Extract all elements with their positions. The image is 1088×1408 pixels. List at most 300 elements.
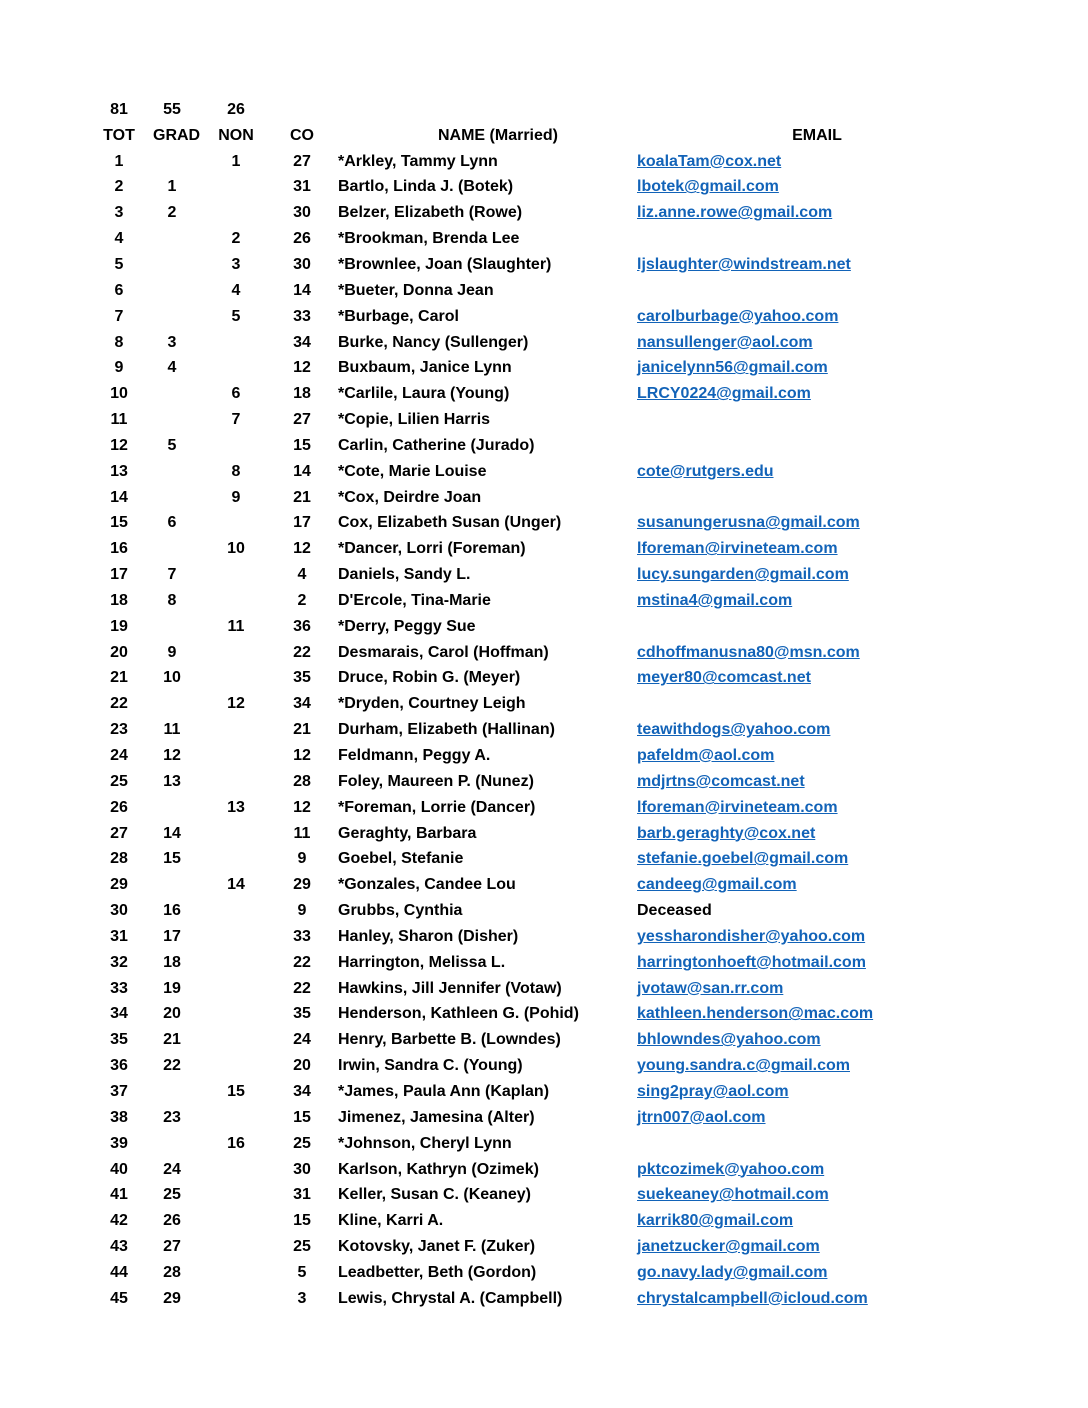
member-name: *Brownlee, Joan (Slaughter) <box>338 255 552 273</box>
row-number: 14 <box>110 488 128 506</box>
member-name: *Bueter, Donna Jean <box>338 281 494 299</box>
col-header-name: NAME (Married) <box>437 126 558 144</box>
grad-number: 21 <box>163 1031 181 1049</box>
email-link[interactable]: stefanie.goebel@gmail.com <box>637 850 849 868</box>
member-name: Foley, Maureen P. (Nunez) <box>338 772 534 790</box>
email-link[interactable]: liz.anne.rowe@gmail.com <box>637 204 833 222</box>
row-number: 42 <box>110 1212 128 1230</box>
company-number: 34 <box>293 1082 311 1100</box>
table-row <box>100 1105 1088 1131</box>
email-cell <box>637 825 997 843</box>
email-link[interactable]: suekeaney@hotmail.com <box>637 1186 829 1204</box>
email-link[interactable]: janicelynn56@gmail.com <box>637 359 828 377</box>
table-row <box>100 433 1088 459</box>
member-name: *James, Paula Ann (Kaplan) <box>338 1082 550 1100</box>
email-link[interactable]: candeeg@gmail.com <box>637 876 797 894</box>
email-cell <box>637 1212 997 1230</box>
non-grad-number: 5 <box>231 307 241 325</box>
roster-rows <box>100 149 1088 1312</box>
company-number: 17 <box>293 514 311 532</box>
non-grad-number: 13 <box>227 798 245 816</box>
table-row <box>100 200 1088 226</box>
email-link[interactable]: pafeldm@aol.com <box>637 747 775 765</box>
member-name: Durham, Elizabeth (Hallinan) <box>338 721 555 739</box>
email-cell <box>637 592 997 610</box>
email-link[interactable]: janetzucker@gmail.com <box>637 1238 820 1256</box>
grad-number: 19 <box>163 979 181 997</box>
row-number: 17 <box>110 566 128 584</box>
grad-number: 27 <box>163 1238 181 1256</box>
member-name: Cox, Elizabeth Susan (Unger) <box>338 514 562 532</box>
row-number: 35 <box>110 1031 128 1049</box>
email-cell <box>637 799 997 817</box>
member-name: Grubbs, Cynthia <box>338 902 463 920</box>
email-link[interactable]: chrystalcampbell@icloud.com <box>637 1289 868 1307</box>
company-number: 21 <box>293 488 311 506</box>
grad-number: 14 <box>163 824 181 842</box>
company-number: 12 <box>293 359 311 377</box>
table-row <box>100 976 1088 1002</box>
member-name: Daniels, Sandy L. <box>338 566 471 584</box>
table-row <box>100 640 1088 666</box>
grad-number: 6 <box>167 514 177 532</box>
company-number: 27 <box>293 152 311 170</box>
member-name: Jimenez, Jamesina (Alter) <box>338 1108 535 1126</box>
member-name: Buxbaum, Janice Lynn <box>338 359 512 377</box>
grad-number: 11 <box>163 721 181 739</box>
email-cell <box>637 1186 997 1204</box>
member-name: Kline, Karri A. <box>338 1212 444 1230</box>
non-grad-number: 3 <box>231 255 241 273</box>
company-number: 5 <box>297 1263 307 1281</box>
row-number: 1 <box>114 152 124 170</box>
email-cell <box>637 256 997 274</box>
row-number: 13 <box>110 462 128 480</box>
member-name: *Cote, Marie Louise <box>338 462 487 480</box>
member-name: Hanley, Sharon (Disher) <box>338 927 519 945</box>
row-number: 15 <box>110 514 128 532</box>
row-number: 6 <box>114 281 124 299</box>
table-row <box>100 614 1088 640</box>
table-row <box>100 381 1088 407</box>
table-row <box>100 924 1088 950</box>
summary-counts-row <box>100 97 1088 123</box>
email-link[interactable]: carolburbage@yahoo.com <box>637 307 839 325</box>
non-grad-number: 9 <box>231 488 241 506</box>
row-number: 4 <box>114 230 124 248</box>
grad-number: 2 <box>167 204 177 222</box>
member-name: Kotovsky, Janet F. (Zuker) <box>338 1238 536 1256</box>
member-name: Bartlo, Linda J. (Botek) <box>338 178 514 196</box>
row-number: 22 <box>110 695 128 713</box>
member-name: *Carlile, Laura (Young) <box>338 385 510 403</box>
email-cell <box>637 850 997 868</box>
email-cell <box>637 669 997 687</box>
company-number: 2 <box>297 591 307 609</box>
email-cell <box>637 153 997 171</box>
email-cell <box>637 1161 997 1179</box>
member-name: *Burbage, Carol <box>338 307 459 325</box>
member-name: *Brookman, Brenda Lee <box>338 230 520 248</box>
company-number: 9 <box>297 902 307 920</box>
row-number: 33 <box>110 979 128 997</box>
email-cell <box>637 540 997 558</box>
non-grad-number: 2 <box>231 230 241 248</box>
company-number: 14 <box>293 281 311 299</box>
company-number: 30 <box>293 1160 311 1178</box>
company-number: 15 <box>293 1212 311 1230</box>
email-cell <box>637 1264 997 1282</box>
table-row <box>100 1131 1088 1157</box>
email-cell <box>637 644 997 662</box>
email-link[interactable]: jvotaw@san.rr.com <box>637 979 784 997</box>
row-number: 21 <box>110 669 128 687</box>
row-number: 11 <box>110 411 128 429</box>
email-cell <box>637 308 997 326</box>
email-link[interactable]: young.sandra.c@gmail.com <box>637 1057 850 1075</box>
company-number: 20 <box>293 1057 311 1075</box>
email-link[interactable]: cote@rutgers.edu <box>637 462 774 480</box>
grad-number: 3 <box>167 333 177 351</box>
email-link[interactable]: lforeman@irvineteam.com <box>637 798 838 816</box>
email-link[interactable]: sing2pray@aol.com <box>637 1082 789 1100</box>
col-header-non: NON <box>218 126 254 144</box>
grad-number: 10 <box>163 669 181 687</box>
company-number: 30 <box>293 204 311 222</box>
grad-count: 55 <box>163 100 181 118</box>
row-number: 10 <box>110 385 128 403</box>
email-cell <box>637 178 997 196</box>
row-number: 12 <box>110 436 128 454</box>
non-grad-number: 6 <box>231 385 241 403</box>
non-grad-number: 12 <box>227 695 245 713</box>
member-name: *Arkley, Tammy Lynn <box>338 152 498 170</box>
member-name: Lewis, Chrystal A. (Campbell) <box>338 1289 563 1307</box>
table-row <box>100 226 1088 252</box>
non-grad-number: 7 <box>231 411 241 429</box>
email-cell <box>637 1083 997 1101</box>
col-header-tot: TOT <box>103 126 135 144</box>
company-number: 4 <box>297 566 307 584</box>
table-row <box>100 1079 1088 1105</box>
grad-number: 15 <box>163 850 181 868</box>
email-cell <box>637 566 997 584</box>
row-number: 39 <box>110 1134 128 1152</box>
company-number: 21 <box>293 721 311 739</box>
row-number: 38 <box>110 1108 128 1126</box>
company-number: 22 <box>293 953 311 971</box>
row-number: 18 <box>110 591 128 609</box>
table-row <box>100 769 1088 795</box>
email-status: Deceased <box>637 902 712 920</box>
table-row <box>100 459 1088 485</box>
email-cell <box>637 747 997 765</box>
table-row <box>100 536 1088 562</box>
table-row <box>100 1286 1088 1312</box>
table-row <box>100 743 1088 769</box>
table-row <box>100 666 1088 692</box>
row-number: 20 <box>110 643 128 661</box>
email-link[interactable]: meyer80@comcast.net <box>637 669 811 687</box>
member-name: Irwin, Sandra C. (Young) <box>338 1057 523 1075</box>
grad-number: 8 <box>167 591 177 609</box>
company-number: 31 <box>293 178 311 196</box>
grad-number: 18 <box>163 953 181 971</box>
email-link[interactable]: lucy.sungarden@gmail.com <box>637 566 849 584</box>
row-number: 27 <box>110 824 128 842</box>
grad-number: 29 <box>163 1289 181 1307</box>
company-number: 34 <box>293 333 311 351</box>
company-number: 3 <box>297 1289 307 1307</box>
total-count: 81 <box>110 100 128 118</box>
email-link[interactable]: harringtonhoeft@hotmail.com <box>637 953 866 971</box>
member-name: *Gonzales, Candee Lou <box>338 876 516 894</box>
table-row <box>100 330 1088 356</box>
row-number: 45 <box>110 1289 128 1307</box>
grad-number: 23 <box>163 1108 181 1126</box>
company-number: 15 <box>293 1108 311 1126</box>
table-row <box>100 950 1088 976</box>
member-name: *Dancer, Lorri (Foreman) <box>338 540 526 558</box>
row-number: 32 <box>110 953 128 971</box>
company-number: 12 <box>293 747 311 765</box>
email-cell <box>637 1290 997 1308</box>
table-row <box>100 846 1088 872</box>
email-cell <box>637 359 997 377</box>
member-name: Henry, Barbette B. (Lowndes) <box>338 1031 561 1049</box>
company-number: 29 <box>293 876 311 894</box>
email-cell <box>637 773 997 791</box>
grad-number: 17 <box>163 927 181 945</box>
table-row <box>100 407 1088 433</box>
row-number: 36 <box>110 1057 128 1075</box>
col-header-co: CO <box>290 126 314 144</box>
table-row <box>100 717 1088 743</box>
company-number: 22 <box>293 643 311 661</box>
member-name: *Derry, Peggy Sue <box>338 617 476 635</box>
email-link[interactable]: ljslaughter@windstream.net <box>637 255 851 273</box>
email-link[interactable]: lbotek@gmail.com <box>637 178 779 196</box>
company-number: 25 <box>293 1238 311 1256</box>
non-grad-number: 11 <box>227 617 245 635</box>
row-number: 40 <box>110 1160 128 1178</box>
email-link[interactable]: yessharondisher@yahoo.com <box>637 927 866 945</box>
row-number: 37 <box>110 1082 128 1100</box>
row-number: 25 <box>110 772 128 790</box>
company-number: 34 <box>293 695 311 713</box>
email-link[interactable]: bhlowndes@yahoo.com <box>637 1031 821 1049</box>
company-number: 35 <box>293 669 311 687</box>
col-header-grad: GRAD <box>153 126 201 144</box>
table-row <box>100 795 1088 821</box>
email-link[interactable]: mstina4@gmail.com <box>637 591 793 609</box>
email-link[interactable]: koalaTam@cox.net <box>637 152 782 170</box>
member-name: Karlson, Kathryn (Ozimek) <box>338 1160 539 1178</box>
member-name: *Foreman, Lorrie (Dancer) <box>338 798 536 816</box>
email-link[interactable]: pktcozimek@yahoo.com <box>637 1160 825 1178</box>
email-link[interactable]: mdjrtns@comcast.net <box>637 772 805 790</box>
member-name: Carlin, Catherine (Jurado) <box>338 436 535 454</box>
member-name: Keller, Susan C. (Keaney) <box>338 1186 531 1204</box>
table-row <box>100 485 1088 511</box>
company-number: 26 <box>293 230 311 248</box>
non-grad-number: 8 <box>231 462 241 480</box>
email-cell <box>637 876 997 894</box>
company-number: 11 <box>293 824 311 842</box>
table-row <box>100 511 1088 537</box>
row-number: 7 <box>114 307 124 325</box>
email-cell <box>637 1109 997 1127</box>
grad-number: 20 <box>163 1005 181 1023</box>
email-cell <box>637 954 997 972</box>
table-row <box>100 252 1088 278</box>
email-cell <box>637 902 997 920</box>
column-headers-row <box>100 123 1088 149</box>
row-number: 23 <box>110 721 128 739</box>
company-number: 30 <box>293 255 311 273</box>
non-grad-number: 10 <box>227 540 245 558</box>
company-number: 33 <box>293 927 311 945</box>
member-name: Belzer, Elizabeth (Rowe) <box>338 204 523 222</box>
company-number: 24 <box>293 1031 311 1049</box>
table-row <box>100 821 1088 847</box>
email-cell <box>637 721 997 739</box>
member-name: Druce, Robin G. (Meyer) <box>338 669 521 687</box>
email-link[interactable]: kathleen.henderson@mac.com <box>637 1005 874 1023</box>
email-cell <box>637 204 997 222</box>
table-row <box>100 691 1088 717</box>
company-number: 28 <box>293 772 311 790</box>
table-row <box>100 1208 1088 1234</box>
member-name: Feldmann, Peggy A. <box>338 747 491 765</box>
row-number: 3 <box>114 204 124 222</box>
table-row <box>100 588 1088 614</box>
row-number: 19 <box>110 617 128 635</box>
email-cell <box>637 385 997 403</box>
table-row <box>100 149 1088 175</box>
email-link[interactable]: nansullenger@aol.com <box>637 333 813 351</box>
row-number: 8 <box>114 333 124 351</box>
table-row <box>100 175 1088 201</box>
row-number: 34 <box>110 1005 128 1023</box>
email-link[interactable]: LRCY0224@gmail.com <box>637 385 811 403</box>
company-number: 31 <box>293 1186 311 1204</box>
non-grad-number: 14 <box>227 876 245 894</box>
company-number: 22 <box>293 979 311 997</box>
row-number: 28 <box>110 850 128 868</box>
grad-number: 25 <box>163 1186 181 1204</box>
company-number: 25 <box>293 1134 311 1152</box>
grad-number: 5 <box>167 436 177 454</box>
member-name: Burke, Nancy (Sullenger) <box>338 333 529 351</box>
member-name: *Dryden, Courtney Leigh <box>338 695 526 713</box>
email-cell <box>637 1005 997 1023</box>
grad-number: 12 <box>163 747 181 765</box>
table-row <box>100 898 1088 924</box>
row-number: 2 <box>114 178 124 196</box>
email-cell <box>637 980 997 998</box>
grad-number: 16 <box>163 902 181 920</box>
member-name: Hawkins, Jill Jennifer (Votaw) <box>338 979 562 997</box>
row-number: 30 <box>110 902 128 920</box>
row-number: 29 <box>110 876 128 894</box>
member-name: D'Ercole, Tina-Marie <box>338 591 491 609</box>
table-row <box>100 355 1088 381</box>
row-number: 41 <box>110 1186 128 1204</box>
table-row <box>100 1260 1088 1286</box>
table-row <box>100 872 1088 898</box>
email-link[interactable]: go.navy.lady@gmail.com <box>637 1263 828 1281</box>
grad-number: 13 <box>163 772 181 790</box>
row-number: 16 <box>110 540 128 558</box>
row-number: 43 <box>110 1238 128 1256</box>
email-cell <box>637 463 997 481</box>
grad-number: 24 <box>163 1160 181 1178</box>
email-cell <box>637 1057 997 1075</box>
grad-number: 26 <box>163 1212 181 1230</box>
email-link[interactable]: teawithdogs@yahoo.com <box>637 721 831 739</box>
email-link[interactable]: barb.geraghty@cox.net <box>637 824 816 842</box>
grad-number: 7 <box>167 566 177 584</box>
grad-number: 1 <box>167 178 177 196</box>
email-cell <box>637 334 997 352</box>
company-number: 27 <box>293 411 311 429</box>
member-name: Desmarais, Carol (Hoffman) <box>338 643 549 661</box>
member-name: Goebel, Stefanie <box>338 850 464 868</box>
non-grad-number: 1 <box>231 152 241 170</box>
table-row <box>100 1234 1088 1260</box>
company-number: 9 <box>297 850 307 868</box>
email-cell <box>637 514 997 532</box>
non-grad-number: 15 <box>227 1082 245 1100</box>
email-link[interactable]: lforeman@irvineteam.com <box>637 540 838 558</box>
email-link[interactable]: karrik80@gmail.com <box>637 1212 794 1230</box>
non-grad-count: 26 <box>227 100 245 118</box>
row-number: 26 <box>110 798 128 816</box>
grad-number: 28 <box>163 1263 181 1281</box>
table-row <box>100 1053 1088 1079</box>
row-number: 9 <box>114 359 124 377</box>
email-cell <box>637 1031 997 1049</box>
member-name: *Cox, Deirdre Joan <box>338 488 482 506</box>
table-row <box>100 1027 1088 1053</box>
email-cell <box>637 1238 997 1256</box>
company-number: 14 <box>293 462 311 480</box>
member-name: Geraghty, Barbara <box>338 824 477 842</box>
table-row <box>100 1157 1088 1183</box>
table-row <box>100 1182 1088 1208</box>
email-link[interactable]: cdhoffmanusna80@msn.com <box>637 643 860 661</box>
grad-number: 9 <box>167 643 177 661</box>
table-row <box>100 1002 1088 1028</box>
row-number: 24 <box>110 747 128 765</box>
non-grad-number: 4 <box>231 281 241 299</box>
company-number: 18 <box>293 385 311 403</box>
col-header-email: EMAIL <box>792 126 842 144</box>
member-name: Harrington, Melissa L. <box>338 953 506 971</box>
email-link[interactable]: susanungerusna@gmail.com <box>637 514 860 532</box>
row-number: 44 <box>110 1263 128 1281</box>
row-number: 5 <box>114 255 124 273</box>
company-number: 12 <box>293 540 311 558</box>
member-name: Leadbetter, Beth (Gordon) <box>338 1263 537 1281</box>
table-row <box>100 304 1088 330</box>
email-link[interactable]: jtrn007@aol.com <box>637 1108 766 1126</box>
table-row <box>100 278 1088 304</box>
member-name: *Copie, Lilien Harris <box>338 411 491 429</box>
email-cell <box>637 928 997 946</box>
company-number: 36 <box>293 617 311 635</box>
